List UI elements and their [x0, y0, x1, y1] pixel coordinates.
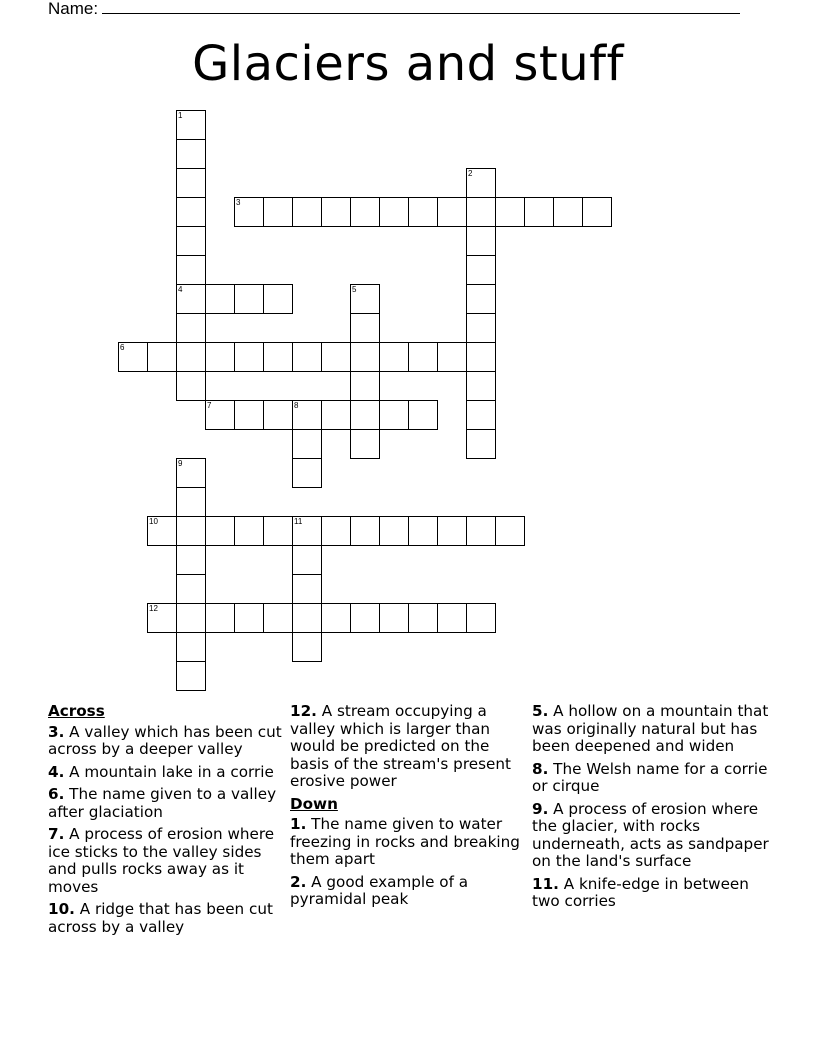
grid-cell[interactable] — [437, 342, 467, 372]
clue-across-4 — [48, 764, 288, 782]
grid-cell[interactable] — [466, 400, 496, 430]
clue-number: 11. — [532, 874, 559, 893]
grid-cell[interactable] — [466, 313, 496, 343]
clue-text: A process of erosion where ice sticks to the valley sides and pulls rocks away as it moves — [48, 825, 275, 896]
grid-cell[interactable] — [205, 516, 235, 546]
grid-cell[interactable] — [495, 197, 525, 227]
grid-cell[interactable] — [379, 516, 409, 546]
grid-cell[interactable] — [263, 284, 293, 314]
down-heading: Down — [290, 794, 338, 813]
grid-cell[interactable] — [234, 400, 264, 430]
clue-number-label: 8 — [294, 401, 299, 410]
grid-cell[interactable] — [176, 197, 206, 227]
clue-number: 3. — [48, 722, 65, 741]
clue-number: 6. — [48, 785, 65, 803]
grid-cell[interactable] — [176, 574, 206, 604]
grid-cell[interactable] — [553, 197, 583, 227]
grid-cell[interactable] — [292, 632, 322, 662]
grid-cell[interactable] — [263, 516, 293, 546]
clue-number-label: 12 — [149, 604, 158, 613]
clue-text: A ridge that has been cut across by a valley — [48, 900, 273, 936]
grid-cell[interactable] — [437, 516, 467, 546]
grid-cell[interactable] — [321, 342, 351, 372]
grid-cell[interactable] — [234, 516, 264, 546]
grid-cell[interactable] — [321, 516, 351, 546]
grid-cell[interactable] — [350, 516, 380, 546]
clue-number: 12. — [290, 702, 317, 720]
clue-text: The name given to water freezing in rocks and breaking them apart — [290, 815, 520, 868]
grid-cell[interactable] — [292, 458, 322, 488]
clue-across-7 — [48, 826, 288, 896]
clue-text: A stream occupying a valley which is larger than would be predicted on the basis of the stream's present erosive power — [290, 702, 511, 790]
across-heading: Across — [48, 702, 105, 720]
grid-cell[interactable] — [205, 342, 235, 372]
clue-down-5 — [532, 703, 772, 756]
grid-cell[interactable] — [408, 516, 438, 546]
clues-column-2 — [290, 703, 530, 914]
clue-number-label: 1 — [178, 111, 183, 120]
grid-cell[interactable] — [350, 313, 380, 343]
clue-text: A process of erosion where the glacier, with rocks underneath, acts as sandpaper on the land's surface — [532, 799, 769, 870]
grid-cell[interactable] — [176, 661, 206, 691]
grid-cell[interactable] — [350, 429, 380, 459]
grid-cell[interactable] — [466, 284, 496, 314]
clue-number: 10. — [48, 900, 75, 918]
clues-column-1 — [48, 703, 288, 941]
grid-cell[interactable] — [176, 139, 206, 169]
grid-cell[interactable] — [408, 197, 438, 227]
grid-cell[interactable] — [263, 603, 293, 633]
clue-number-label: 6 — [120, 343, 125, 352]
grid-cell[interactable] — [321, 603, 351, 633]
clue-number: 8. — [532, 759, 549, 778]
clue-number-label: 5 — [352, 285, 357, 294]
grid-cell[interactable] — [408, 342, 438, 372]
grid-cell[interactable] — [582, 197, 612, 227]
clue-down-11 — [532, 876, 772, 911]
grid-cell[interactable] — [292, 342, 322, 372]
clue-number-label: 9 — [178, 459, 183, 468]
grid-cell[interactable] — [466, 603, 496, 633]
grid-cell[interactable] — [176, 342, 206, 372]
grid-cell[interactable] — [234, 603, 264, 633]
clue-number: 7. — [48, 825, 65, 843]
grid-cell[interactable] — [495, 516, 525, 546]
grid-cell[interactable] — [263, 197, 293, 227]
clue-down-2 — [290, 874, 530, 909]
clue-text: A mountain lake in a corrie — [69, 762, 274, 781]
clue-number: 9. — [532, 799, 549, 818]
grid-cell[interactable] — [292, 603, 322, 633]
clue-across-3 — [48, 724, 288, 759]
grid-cell[interactable] — [147, 342, 177, 372]
clue-across-6 — [48, 786, 288, 821]
grid-cell[interactable] — [466, 197, 496, 227]
grid-cell[interactable] — [263, 342, 293, 372]
clue-text: The name given to a valley after glaciation — [48, 785, 277, 821]
grid-cell[interactable] — [205, 284, 235, 314]
grid-cell[interactable] — [408, 603, 438, 633]
grid-cell[interactable] — [176, 371, 206, 401]
grid-cell[interactable] — [176, 168, 206, 198]
grid-cell[interactable] — [321, 197, 351, 227]
grid-cell[interactable] — [350, 603, 380, 633]
clue-across-10 — [48, 901, 288, 936]
grid-cell[interactable] — [379, 603, 409, 633]
clue-text: A hollow on a mountain that was originally natural but has been deepened and widen — [532, 702, 769, 755]
grid-cell[interactable] — [176, 632, 206, 662]
grid-cell[interactable] — [234, 342, 264, 372]
grid-cell[interactable] — [205, 603, 235, 633]
clue-number-label: 3 — [236, 198, 241, 207]
clue-number: 2. — [290, 872, 307, 891]
grid-cell[interactable] — [263, 400, 293, 430]
grid-cell[interactable] — [176, 545, 206, 575]
grid-cell[interactable] — [379, 400, 409, 430]
clue-text: A valley which has been cut across by a deeper valley — [48, 722, 282, 758]
clue-text: The Welsh name for a corrie or cirque — [532, 759, 768, 795]
clue-across-12 — [290, 703, 530, 791]
clue-down-8 — [532, 761, 772, 796]
grid-cell[interactable] — [466, 255, 496, 285]
puzzle-title: Glaciers and stuff — [192, 36, 624, 92]
grid-cell[interactable] — [350, 400, 380, 430]
grid-cell[interactable] — [176, 516, 206, 546]
clue-text: A knife-edge in between two corries — [532, 874, 749, 910]
clue-number-label: 2 — [468, 169, 473, 178]
clue-number-label: 7 — [207, 401, 212, 410]
grid-cell[interactable] — [176, 226, 206, 256]
grid-cell[interactable] — [350, 342, 380, 372]
grid-cell[interactable] — [321, 400, 351, 430]
grid-cell[interactable] — [234, 284, 264, 314]
grid-cell[interactable] — [437, 603, 467, 633]
grid-cell[interactable] — [437, 197, 467, 227]
grid-cell[interactable] — [292, 574, 322, 604]
grid-cell[interactable] — [466, 516, 496, 546]
grid-cell[interactable] — [466, 226, 496, 256]
name-label: Name: — [48, 0, 99, 18]
grid-cell[interactable] — [176, 603, 206, 633]
clue-number: 1. — [290, 815, 307, 833]
grid-cell[interactable] — [350, 371, 380, 401]
grid-cell[interactable] — [466, 371, 496, 401]
clue-down-1 — [290, 816, 530, 869]
grid-cell[interactable] — [408, 400, 438, 430]
grid-cell[interactable] — [466, 342, 496, 372]
grid-cell[interactable] — [350, 197, 380, 227]
grid-cell[interactable] — [292, 197, 322, 227]
clue-number: 5. — [532, 702, 549, 720]
clue-number: 4. — [48, 762, 65, 781]
grid-cell[interactable] — [466, 429, 496, 459]
grid-cell[interactable] — [176, 487, 206, 517]
grid-cell[interactable] — [292, 429, 322, 459]
grid-cell[interactable] — [292, 545, 322, 575]
grid-cell[interactable] — [176, 313, 206, 343]
grid-cell[interactable] — [176, 255, 206, 285]
clue-number-label: 11 — [294, 517, 303, 526]
clue-number-label: 10 — [149, 517, 158, 526]
clue-number-label: 4 — [178, 285, 183, 294]
grid-cell[interactable] — [379, 197, 409, 227]
clue-text: A good example of a pyramidal peak — [290, 872, 469, 908]
clues-column-3 — [532, 703, 772, 916]
clue-down-9 — [532, 801, 772, 871]
grid-cell[interactable] — [379, 342, 409, 372]
grid-cell[interactable] — [524, 197, 554, 227]
